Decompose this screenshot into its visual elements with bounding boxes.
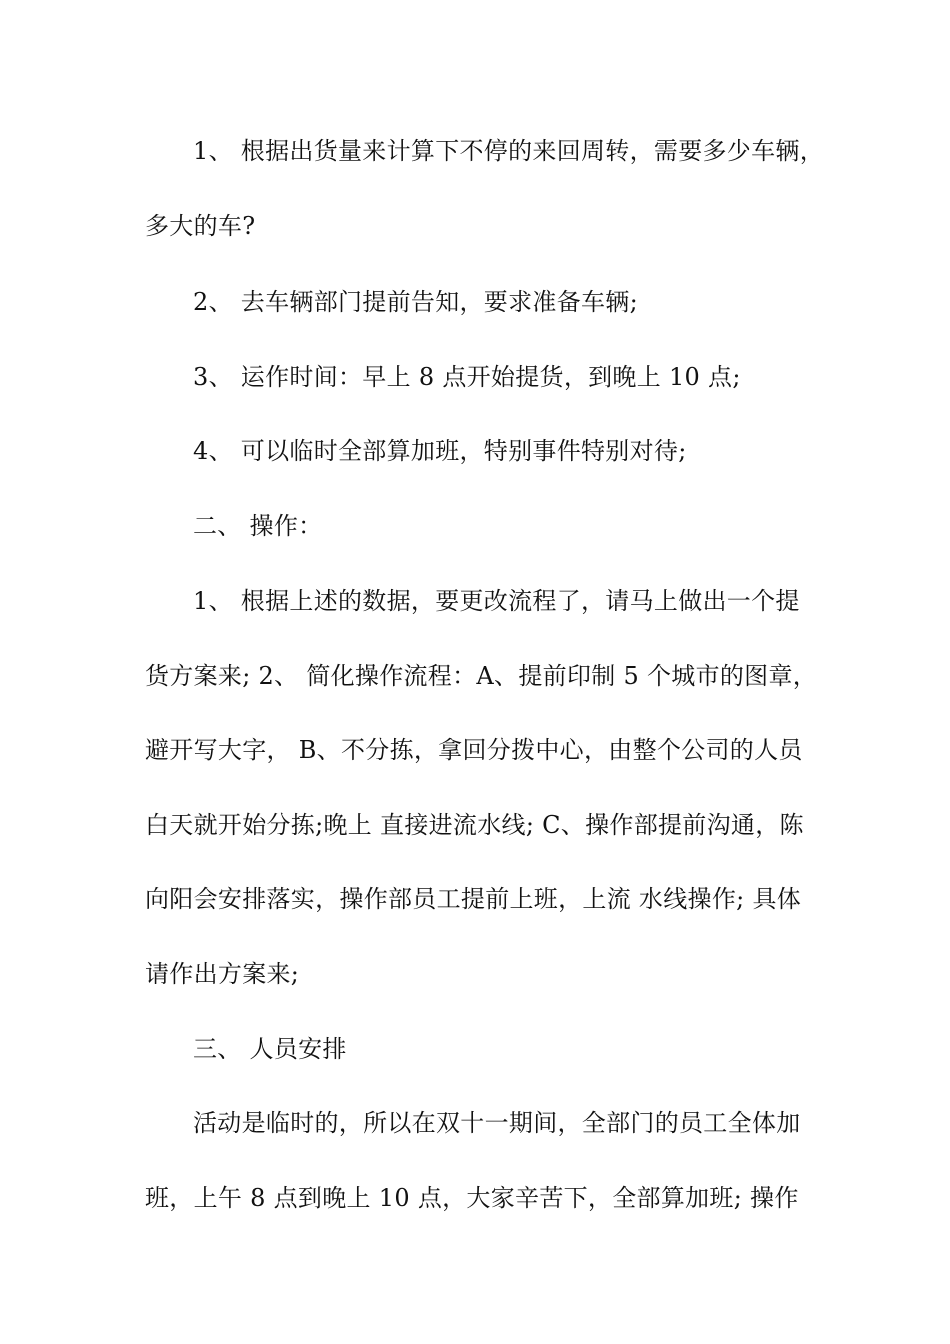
text-line-10: 白天就开始分拣;晚上 直接进流水线; C、操作部提前沟通，陈: [145, 811, 804, 839]
text-line-4: 3、 运作时间：早上 8 点开始提货，到晚上 10 点;: [193, 363, 741, 391]
text-line-3: 2、 去车辆部门提前告知，要求准备车辆;: [193, 288, 638, 316]
text-line-1: 1、 根据出货量来计算下不停的来回周转，需要多少车辆，: [193, 137, 824, 165]
text-line-14: 活动是临时的，所以在双十一期间，全部门的员工全体加: [193, 1109, 801, 1137]
text-line-8: 货方案来; 2、 简化操作流程：A、提前印制 5 个城市的图章，: [145, 662, 818, 690]
text-line-5: 4、 可以临时全部算加班，特别事件特别对待;: [193, 437, 687, 465]
text-line-9: 避开写大字， B、不分拣，拿回分拨中心，由整个公司的人员: [145, 736, 803, 764]
section-heading-staffing: 三、 人员安排: [193, 1035, 347, 1063]
text-line-12: 请作出方案来;: [145, 960, 300, 988]
text-line-15: 班，上午 8 点到晚上 10 点，大家辛苦下，全部算加班; 操作: [145, 1184, 799, 1212]
section-heading-operations: 二、 操作：: [193, 512, 323, 540]
text-line-2: 多大的车?: [145, 212, 256, 240]
text-line-7: 1、 根据上述的数据，要更改流程了，请马上做出一个提: [193, 587, 800, 615]
text-line-11: 向阳会安排落实，操作部员工提前上班，上流 水线操作; 具体: [145, 885, 802, 913]
